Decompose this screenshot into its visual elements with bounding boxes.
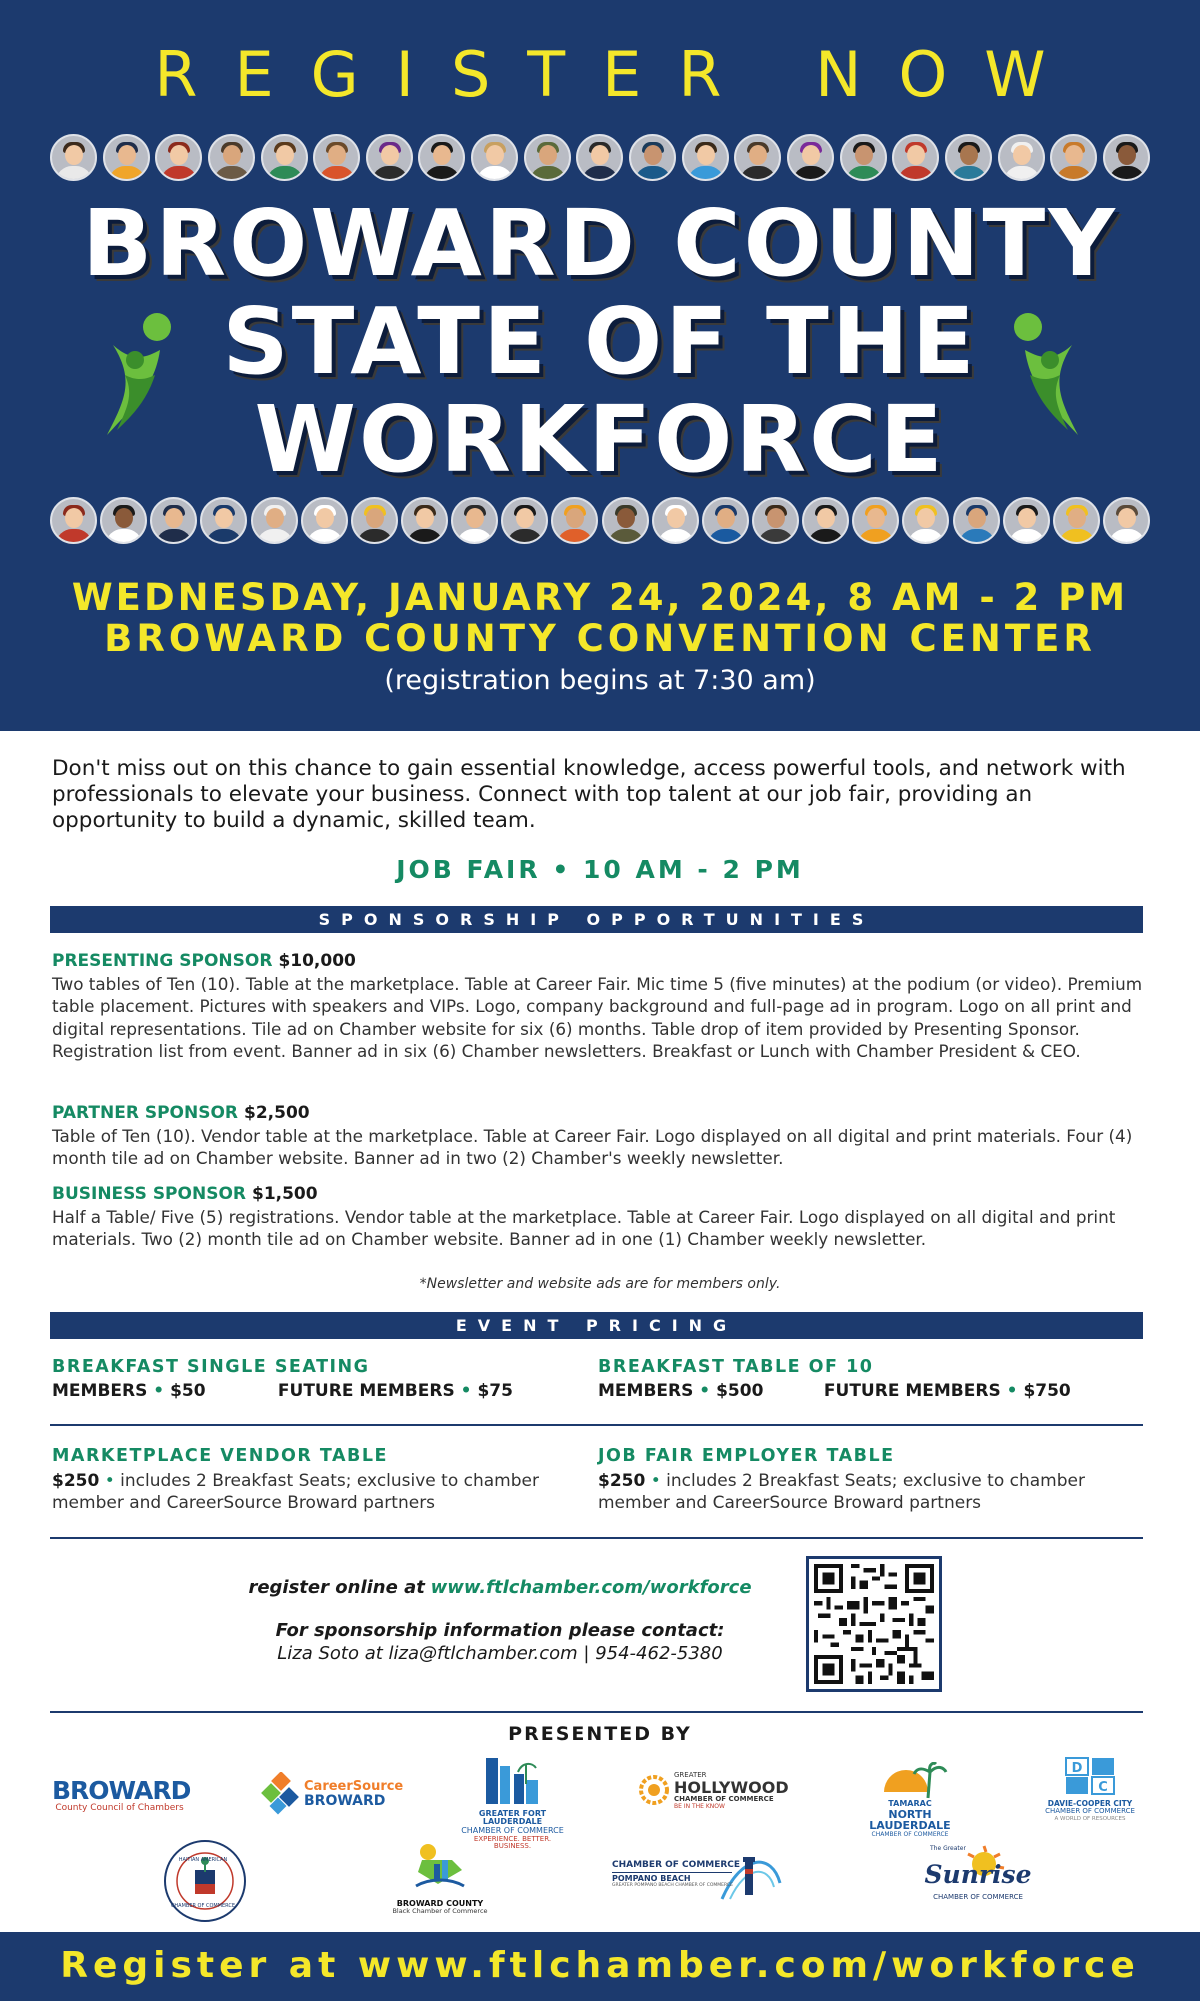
person-avatar-icon [652, 497, 699, 544]
title-line-3: WORKFORCE [254, 386, 946, 493]
table-price: $250 [598, 1471, 646, 1491]
logo-subtitle: CHAMBER OF COMMERCE [1045, 1806, 1135, 1815]
person-avatar-icon [313, 134, 360, 181]
person-avatar-icon [629, 134, 676, 181]
future-members-label: FUTURE MEMBERS [823, 1381, 1001, 1401]
bullet: • [153, 1381, 165, 1401]
logo-subtitle: POMPANO BEACH [612, 1874, 691, 1884]
person-avatar-icon [50, 497, 97, 544]
sponsor-partner [52, 1101, 1147, 1170]
register-url-link[interactable]: www.ftlchamber.com/workforce [430, 1577, 752, 1598]
logo-title: BROWARD COUNTY [396, 1899, 484, 1908]
svg-text:C: C [1098, 1780, 1108, 1795]
person-avatar-icon [702, 497, 749, 544]
haitian-seal-icon [162, 1838, 248, 1924]
marketplace-vendor-pricing [52, 1446, 592, 1514]
divider [50, 1424, 1143, 1426]
sponsor-presenting [52, 949, 1147, 1063]
broward-council-logo [52, 1776, 191, 1814]
logo-prefix: TAMARAC [888, 1799, 932, 1808]
logo-subtitle: Black Chamber of Commerce [392, 1907, 488, 1916]
avatar-row-top [50, 134, 1150, 181]
logo-subtitle: BROWARD [304, 1792, 386, 1809]
future-members-label: FUTURE MEMBERS [277, 1381, 455, 1401]
person-avatar-icon [100, 497, 147, 544]
divider [50, 1537, 1143, 1539]
registration-time-note: (registration begins at 7:30 am) [384, 665, 816, 696]
sponsor-name: PRESENTING SPONSOR [52, 951, 273, 971]
table-description: includes 2 Breakfast Seats; exclusive to chamber member and CareerSource Broward partners [598, 1471, 1085, 1513]
person-avatar-icon [524, 134, 571, 181]
logo-title: DAVIE-COOPER CITY [1047, 1799, 1133, 1808]
careersource-mark-icon [260, 1772, 300, 1816]
greater-fort-lauderdale-logo [455, 1754, 570, 1851]
sponsorship-heading: SPONSORSHIP OPPORTUNITIES [50, 906, 1143, 933]
bullet: • [104, 1471, 115, 1491]
members-price: $50 [170, 1381, 206, 1401]
person-avatar-icon [953, 497, 1000, 544]
person-avatar-icon [351, 497, 398, 544]
qr-code-icon[interactable] [806, 1556, 942, 1692]
person-avatar-icon [1053, 497, 1100, 544]
person-avatar-icon [501, 497, 548, 544]
event-date: WEDNESDAY, JANUARY 24, 2024, 8 AM - 2 PM [71, 576, 1129, 619]
logo-subtitle: CHAMBER OF COMMERCE [933, 1893, 1023, 1901]
person-avatar-icon [301, 497, 348, 544]
person-avatar-icon [208, 134, 255, 181]
logo-subtitle: CHAMBER OF COMMERCE [170, 1903, 236, 1909]
person-avatar-icon [1050, 134, 1097, 181]
person-avatar-icon [682, 134, 729, 181]
title-line-2: STATE OF THE [222, 288, 978, 395]
person-avatar-icon [752, 497, 799, 544]
logo-title: NORTH LAUDERDALE [869, 1807, 951, 1833]
person-avatar-icon [852, 497, 899, 544]
job-fair-employer-pricing [598, 1446, 1138, 1514]
pricing-title: BREAKFAST TABLE OF 10 [598, 1357, 874, 1377]
register-online-line [200, 1577, 800, 1598]
footer-register-link[interactable]: Register at www.ftlchamber.com/workforce [60, 1945, 1140, 1986]
person-avatar-icon [451, 497, 498, 544]
pricing-title: JOB FAIR EMPLOYER TABLE [598, 1446, 895, 1466]
haitian-american-chamber-logo [160, 1838, 250, 1928]
person-avatar-icon [602, 497, 649, 544]
broward-black-chamber-mark-icon [412, 1838, 468, 1896]
hero-banner [0, 0, 1200, 731]
person-avatar-icon [366, 134, 413, 181]
person-avatar-icon [1003, 497, 1050, 544]
person-avatar-icon [902, 497, 949, 544]
person-avatar-icon [401, 497, 448, 544]
sponsorship-contact-link[interactable]: Liza Soto at liza@ftlchamber.com | 954-462-5380 [277, 1643, 723, 1664]
person-avatar-icon [551, 497, 598, 544]
person-avatar-icon [418, 134, 465, 181]
members-label: MEMBERS [598, 1381, 694, 1401]
bullet: • [1006, 1381, 1018, 1401]
person-avatar-icon [734, 134, 781, 181]
logo-title: HAITIAN AMERICAN [178, 1857, 228, 1863]
logo-subtitle: County Council of Chambers [55, 1803, 184, 1814]
logo-title: HOLLYWOOD [674, 1777, 789, 1797]
logo-subtitle: CHAMBER OF COMMERCE [461, 1825, 564, 1835]
dccc-blocks-icon [1064, 1756, 1116, 1796]
logo-title: CareerSource [304, 1779, 404, 1794]
palm-sunset-icon [872, 1762, 948, 1800]
logo-title: CHAMBER OF COMMERCE [612, 1860, 741, 1870]
event-pricing-heading: EVENT PRICING [50, 1312, 1143, 1339]
logo-tagline: A WORLD OF RESOURCES [1054, 1815, 1126, 1822]
sponsor-name: BUSINESS SPONSOR [52, 1184, 246, 1204]
broward-black-chamber-logo [385, 1838, 495, 1916]
footer-banner [0, 1932, 1200, 2001]
members-label: MEMBERS [52, 1381, 148, 1401]
event-title [0, 190, 1200, 493]
logo-title: BROWARD [52, 1776, 191, 1805]
sponsor-description: Two tables of Ten (10). Table at the marketplace. Table at Career Fair. Mic time 5 (five minutes) at the podium (or video). Premium table placement. Pictures with speakers and VIPs. Logo, company background and full-page ad in program. Logo on all print and digital representations. Tile ad on Chamber website for six (6) months. Table drop of item provided by Presenting Sponsor. Registration list from event. Banner ad in six (6) Chamber newsletters. Breakfast or Lunch with Chamber President & CEO. [52, 973, 1143, 1061]
sun-icon [638, 1774, 670, 1806]
person-avatar-icon [471, 134, 518, 181]
presented-by-heading: PRESENTED BY [508, 1723, 692, 1745]
person-avatar-icon [200, 497, 247, 544]
person-avatar-icon [840, 134, 887, 181]
person-avatar-icon [155, 134, 202, 181]
ads-footnote: *Newsletter and website ads are for members only. [419, 1276, 781, 1292]
table-description: includes 2 Breakfast Seats; exclusive to chamber member and CareerSource Broward partners [52, 1471, 539, 1513]
logo-prefix: The Greater [930, 1845, 966, 1852]
sponsor-description: Half a Table/ Five (5) registrations. Vendor table at the marketplace. Table at Career Fair. Logo displayed on all digital and print materials. Two (2) month tile ad on Chamber website. Banner ad in one (1) Chamber weekly newsletter. [52, 1206, 1116, 1249]
person-avatar-icon [892, 134, 939, 181]
logo-tagline: GREATER POMPANO BEACH CHAMBER OF COMMERCE [612, 1882, 733, 1888]
divider [50, 1711, 1143, 1713]
table-price: $250 [52, 1471, 100, 1491]
person-avatar-icon [1103, 497, 1150, 544]
person-avatar-icon [1103, 134, 1150, 181]
person-avatar-icon [576, 134, 623, 181]
sponsorship-contact-prompt: For sponsorship information please contact: [275, 1620, 725, 1641]
tamarac-north-lauderdale-logo [855, 1762, 965, 1838]
logo-title: GREATER FORT LAUDERDALE [478, 1809, 547, 1827]
pompano-beach-chamber-logo [612, 1843, 782, 1909]
person-avatar-icon [261, 134, 308, 181]
svg-text:D: D [1071, 1761, 1083, 1776]
logo-tagline: EXPERIENCE. BETTER. BUSINESS. [473, 1834, 552, 1851]
job-fair-time: JOB FAIR • 10 AM - 2 PM [396, 855, 804, 884]
breakfast-table-pricing [598, 1357, 1138, 1401]
title-line-1: BROWARD COUNTY [82, 190, 1118, 297]
sponsor-price: $1,500 [251, 1184, 318, 1204]
sponsor-name: PARTNER SPONSOR [52, 1103, 238, 1123]
person-avatar-icon [150, 497, 197, 544]
register-now-heading: REGISTER NOW [154, 38, 1083, 111]
pricing-title: BREAKFAST SINGLE SEATING [52, 1357, 370, 1377]
logo-prefix: GREATER [674, 1771, 707, 1779]
bullet: • [699, 1381, 711, 1401]
sponsor-price: $10,000 [278, 951, 356, 971]
logo-subtitle: CHAMBER OF COMMERCE [674, 1795, 774, 1804]
logo-title: Sunrise [924, 1860, 1032, 1889]
person-avatar-icon [103, 134, 150, 181]
person-avatar-icon [802, 497, 849, 544]
future-members-price: $750 [1023, 1381, 1071, 1401]
intro-paragraph: Don't miss out on this chance to gain essential knowledge, access powerful tools, and network with professionals to elevate your business. Connect with top talent at our job fair, providing an opportunity to build a dynamic, skilled team. [52, 756, 1126, 833]
person-avatar-icon [787, 134, 834, 181]
person-avatar-icon [251, 497, 298, 544]
person-avatar-icon [50, 134, 97, 181]
breakfast-single-pricing [52, 1357, 592, 1401]
davie-cooper-city-logo [1035, 1756, 1145, 1822]
register-prefix: register online at [248, 1577, 425, 1598]
sponsor-business [52, 1182, 1147, 1251]
sponsor-price: $2,500 [244, 1103, 310, 1123]
person-avatar-icon [998, 134, 1045, 181]
avatar-row-bottom [50, 497, 1150, 544]
logo-tagline: BE IN THE KNOW [674, 1803, 725, 1811]
city-skyline-icon [478, 1754, 548, 1806]
future-members-price: $75 [477, 1381, 513, 1401]
members-price: $500 [716, 1381, 764, 1401]
bullet: • [460, 1381, 472, 1401]
pricing-title: MARKETPLACE VENDOR TABLE [52, 1446, 388, 1466]
logo-subtitle: CHAMBER OF COMMERCE [871, 1830, 949, 1838]
person-avatar-icon [945, 134, 992, 181]
bullet: • [650, 1471, 661, 1491]
sponsor-description: Table of Ten (10). Vendor table at the marketplace. Table at Career Fair. Logo displayed on all digital and print materials. Four (4) month tile ad on Chamber website. Banner ad in two (2) Chamber's weekly newsletter. [52, 1125, 1133, 1168]
event-venue: BROWARD COUNTY CONVENTION CENTER [104, 617, 1096, 660]
